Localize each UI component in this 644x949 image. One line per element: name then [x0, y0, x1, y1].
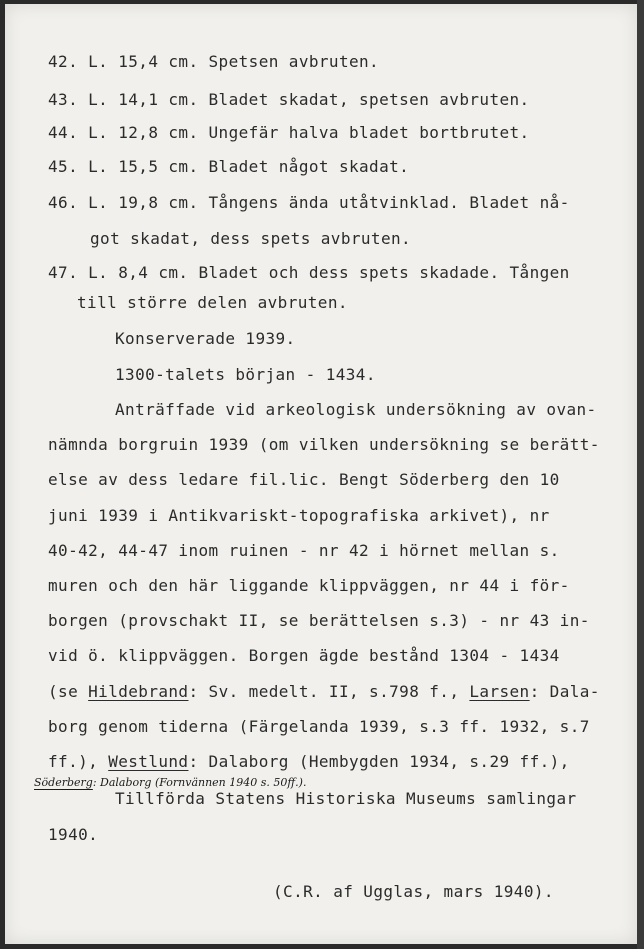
paragraph-line-6: muren och den här liggande klippväggen, nr 44 i för-: [48, 576, 570, 595]
handwritten-annotation: [34, 776, 306, 789]
handwritten-ref: : Dalaborg (Fornvännen 1940 s. 50ff.).: [92, 776, 307, 789]
signature-line: (C.R. af Ugglas, mars 1940).: [273, 882, 554, 901]
paragraph-line-5: 40-42, 44-47 inom ruinen - nr 42 i hörnet mellan s.: [48, 541, 560, 560]
paragraph-line-2: nämnda borgruin 1939 (om vilken undersökning se berätt-: [48, 435, 600, 454]
ref-text: (se: [48, 682, 89, 701]
entry-46-cont: got skadat, dess spets avbruten.: [90, 229, 412, 248]
reference-line-2: borg genom tiderna (Färgelanda 1939, s.3 ff. 1932, s.7: [48, 717, 590, 736]
paragraph-line-3: else av dess ledare fil.lic. Bengt Söderberg den 10: [48, 470, 560, 489]
ref-text: ff.),: [48, 752, 109, 771]
entry-45: 45. L. 15,5 cm. Bladet något skadat.: [48, 157, 410, 176]
entry-46: 46. L. 19,8 cm. Tångens ända utåtvinklad. Bladet nå-: [48, 193, 570, 212]
reference-line-1: [48, 682, 600, 702]
dating-line: 1300-talets början - 1434.: [115, 365, 376, 384]
paragraph-line-8: vid ö. klippväggen. Borgen ägde bestånd 1304 - 1434: [48, 646, 560, 665]
ref-author-westlund: Westlund: [108, 752, 189, 771]
page-edge: [637, 0, 644, 949]
conserved-line: Konserverade 1939.: [115, 329, 296, 348]
ref-text: : Sv. medelt. II, s.798 f.,: [188, 682, 470, 701]
entry-42: 42. L. 15,4 cm. Spetsen avbruten.: [48, 52, 380, 71]
reference-line-3: [48, 752, 570, 772]
entry-43: 43. L. 14,1 cm. Bladet skadat, spetsen avbruten.: [48, 90, 530, 109]
handwritten-author: Söderberg: [34, 776, 93, 789]
closing-line-1: Tillförda Statens Historiska Museums samlingar: [115, 789, 577, 808]
entry-47-cont: till större delen avbruten.: [77, 293, 348, 312]
entry-47: 47. L. 8,4 cm. Bladet och dess spets skadade. Tången: [48, 263, 570, 282]
closing-line-2: 1940.: [48, 825, 99, 844]
ref-author-hildebrand: Hildebrand: [88, 682, 189, 701]
paragraph-line-7: borgen (provschakt II, se berättelsen s.3) - nr 43 in-: [48, 611, 590, 630]
entry-44: 44. L. 12,8 cm. Ungefär halva bladet bortbrutet.: [48, 123, 530, 142]
paragraph-line-4: juni 1939 i Antikvariskt-topografiska arkivet), nr: [48, 506, 550, 525]
document-page: [5, 4, 637, 944]
ref-text: : Dalaborg (Hembygden 1934, s.29 ff.),: [188, 752, 570, 771]
ref-author-larsen: Larsen: [469, 682, 530, 701]
paragraph-line-1: Anträffade vid arkeologisk undersökning av ovan-: [115, 400, 597, 419]
ref-text: : Dala-: [529, 682, 600, 701]
